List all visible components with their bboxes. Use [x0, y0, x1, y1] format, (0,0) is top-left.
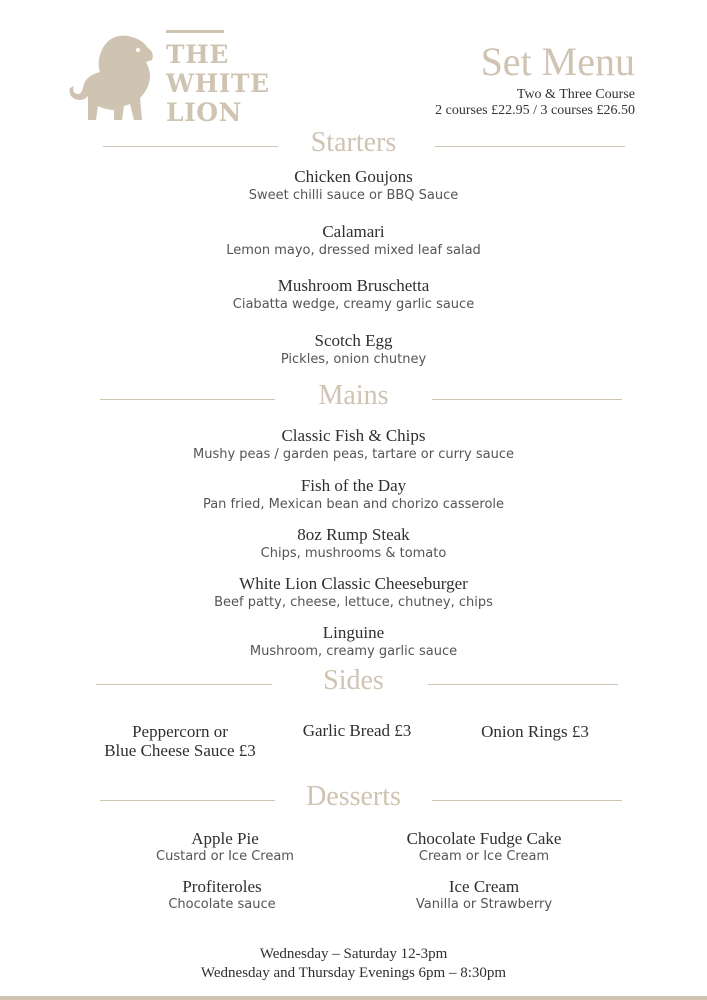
mains-heading: Mains — [318, 380, 389, 411]
menu-item — [85, 829, 365, 865]
side-item — [460, 722, 610, 741]
menu-item — [0, 476, 707, 514]
item-name: Chocolate Fudge Cake — [406, 829, 562, 848]
lion-icon — [68, 32, 160, 124]
item-name: White Lion Classic Cheeseburger — [239, 574, 468, 593]
logo-wordmark — [166, 40, 270, 127]
page-subtitle — [435, 87, 635, 119]
menu-item — [0, 276, 707, 314]
item-desc: Pan fried, Mexican bean and chorizo casserole — [202, 497, 505, 512]
item-name: Fish of the Day — [300, 476, 407, 495]
menu-item — [0, 331, 707, 369]
side-item — [282, 721, 432, 740]
item-desc: Mushroom, creamy garlic sauce — [249, 644, 458, 659]
side-item-line: Onion Rings £3 — [481, 722, 589, 741]
opening-hours-line: Wednesday – Saturday 12-3pm — [259, 946, 448, 962]
logo-line-2: WHITE — [166, 69, 270, 98]
item-desc: Cream or Ice Cream — [418, 849, 550, 864]
bottom-bar — [0, 996, 707, 1000]
sides-heading: Sides — [323, 665, 384, 696]
item-name: Scotch Egg — [314, 331, 393, 350]
menu-item — [344, 829, 624, 865]
item-desc: Lemon mayo, dressed mixed leaf salad — [226, 243, 481, 258]
menu-item — [344, 877, 624, 913]
menu-item — [0, 222, 707, 260]
page-title: Set Menu — [480, 39, 635, 84]
item-name: Profiteroles — [182, 877, 262, 896]
item-desc: Pickles, onion chutney — [280, 352, 427, 367]
item-name: Apple Pie — [191, 829, 259, 848]
menu-item — [0, 167, 707, 205]
menu-item — [0, 623, 707, 661]
side-item-line: Peppercorn or — [132, 722, 228, 741]
item-desc: Mushy peas / garden peas, tartare or curry sauce — [192, 447, 515, 462]
item-name: 8oz Rump Steak — [297, 525, 410, 544]
opening-hours-line: Wednesday and Thursday Evenings 6pm – 8:30pm — [200, 965, 507, 981]
side-item — [90, 722, 270, 760]
logo-rule — [166, 30, 224, 33]
item-desc: Chocolate sauce — [168, 897, 276, 912]
item-name: Classic Fish & Chips — [281, 426, 426, 445]
item-name: Chicken Goujons — [294, 167, 413, 186]
side-item-line: Garlic Bread £3 — [302, 721, 412, 740]
opening-hours — [0, 945, 707, 983]
menu-item — [0, 426, 707, 464]
item-desc: Beef patty, cheese, lettuce, chutney, chips — [214, 595, 493, 610]
item-desc: Custard or Ice Cream — [156, 849, 294, 864]
starters-heading: Starters — [310, 127, 397, 158]
desserts-heading: Desserts — [306, 781, 401, 812]
logo-line-1: THE — [166, 40, 229, 69]
item-desc: Vanilla or Strawberry — [415, 897, 553, 912]
menu-item — [0, 574, 707, 612]
logo-line-3: LION — [166, 98, 242, 127]
item-desc: Sweet chilli sauce or BBQ Sauce — [248, 188, 459, 203]
item-name: Ice Cream — [448, 877, 520, 896]
side-item-line: Blue Cheese Sauce £3 — [104, 741, 256, 760]
menu-item — [82, 877, 362, 913]
item-desc: Ciabatta wedge, creamy garlic sauce — [232, 297, 475, 312]
item-desc: Chips, mushrooms & tomato — [260, 546, 447, 561]
item-name: Linguine — [322, 623, 385, 642]
course-subtitle: Two & Three Course — [516, 87, 635, 102]
item-name: Mushroom Bruschetta — [277, 276, 430, 295]
course-prices: 2 courses £22.95 / 3 courses £26.50 — [435, 103, 635, 118]
menu-item — [0, 525, 707, 563]
item-name: Calamari — [322, 222, 385, 241]
